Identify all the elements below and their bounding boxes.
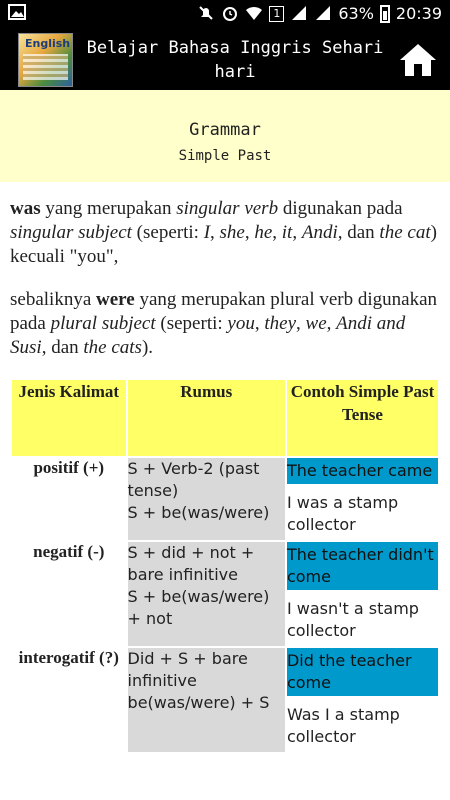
alarm-icon (221, 5, 239, 23)
example-plain: I wasn't a stamp collector (286, 599, 419, 640)
lesson-header (0, 90, 450, 182)
wifi-icon (245, 5, 263, 23)
lesson-title: Grammar (189, 120, 261, 140)
row-kind: negatif (-) (11, 541, 127, 647)
row-contoh (286, 457, 439, 541)
row-rumus: S + did + not + bare infinitive S + be(was/were) + not (127, 541, 286, 647)
table-row (11, 647, 439, 753)
example-highlighted: The teacher came (285, 458, 440, 484)
paragraph-was: was yang merupakan singular verb digunakan pada singular subject (seperti: I, she, he, it, Andi, dan the cat) kecuali "you", (10, 198, 437, 267)
lesson-subtitle: Simple Past (178, 148, 272, 164)
paragraph-were: sebaliknya were yang merupakan plural verb digunakan pada plural subject (seperti: you, they, we, Andi and Susi, dan the cats). (10, 289, 438, 358)
row-rumus: Did + S + bare infinitive be(was/were) + S (127, 647, 286, 753)
table-header-row (11, 379, 439, 457)
mute-icon (197, 5, 215, 23)
clock: 20:39 (395, 4, 442, 23)
sim-badge: 1 (269, 6, 284, 22)
home-icon (398, 42, 438, 78)
example-plain: I was a stamp collector (286, 493, 399, 534)
table-row (11, 457, 439, 541)
row-rumus: S + Verb-2 (past tense) S + be(was/were) (127, 457, 286, 541)
table-row (11, 541, 439, 647)
app-title: Belajar Bahasa Inggris Sehari hari (86, 38, 384, 82)
row-contoh (286, 647, 439, 753)
image-notification-icon (8, 4, 26, 22)
app-bar (0, 30, 450, 90)
row-kind: interogatif (?) (11, 647, 127, 753)
header-contoh: Contoh Simple Past Tense (286, 379, 439, 457)
home-button[interactable] (398, 42, 438, 78)
status-bar (0, 0, 450, 30)
grammar-table (10, 378, 440, 754)
battery-icon (380, 5, 390, 23)
example-highlighted: The teacher didn't come (285, 542, 440, 590)
row-contoh (286, 541, 439, 647)
row-kind: positif (+) (11, 457, 127, 541)
header-rumus: Rumus (127, 379, 286, 457)
signal-icon (290, 5, 308, 23)
example-plain: Was I a stamp collector (286, 705, 400, 746)
app-logo: English (18, 33, 73, 87)
battery-percent: 63% (338, 4, 374, 23)
header-jenis-kalimat: Jenis Kalimat (11, 379, 127, 457)
example-highlighted: Did the teacher come (285, 648, 440, 696)
signal-icon-2 (314, 5, 332, 23)
